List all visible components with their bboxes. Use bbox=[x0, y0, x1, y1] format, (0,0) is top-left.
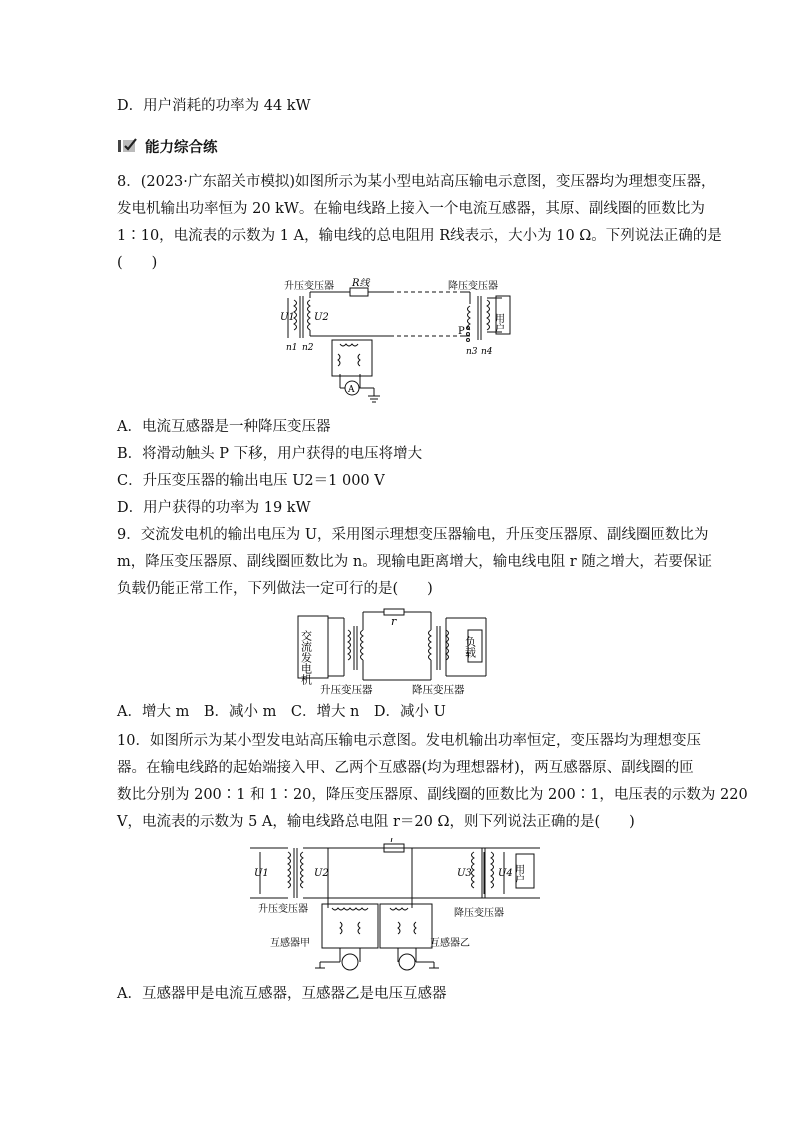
q8-option-c: C．升压变压器的输出电压 U2＝1 000 V bbox=[117, 473, 385, 489]
q10-option-a: A．互感器甲是电流互感器，互感器乙是电压互感器 bbox=[117, 986, 447, 1002]
q8-n4-label: n4 bbox=[481, 347, 493, 357]
q8-option-d: D．用户获得的功率为 19 kW bbox=[117, 500, 311, 516]
section-title: 能力综合练 bbox=[145, 139, 218, 156]
q10-u2-label: U2 bbox=[314, 868, 329, 879]
q10-transformer-a-label: 互感器甲 bbox=[270, 938, 310, 949]
q10-line-2: 器。在输电线路的起始端接入甲、乙两个互感器(均为理想器材)，两互感器原、副线圈的匝 bbox=[117, 760, 694, 776]
q10-line-3: 数比分别为 200∶1 和 1∶20，降压变压器原、副线圈的匝数比为 200∶1，电压表的示数为 220 bbox=[117, 787, 748, 803]
q8-step-down-label: 降压变压器 bbox=[448, 281, 498, 292]
q8-user-label: 用户 bbox=[492, 313, 504, 333]
section-heading bbox=[117, 136, 218, 156]
q8-line-3: 1∶10，电流表的示数为 1 A，输电线的总电阻用 R线表示，大小为 10 Ω。下列说法正确的是 bbox=[117, 228, 722, 244]
q9-circuit-diagram bbox=[296, 608, 496, 698]
q8-step-up-label: 升压变压器 bbox=[284, 281, 334, 292]
q9-load-label: 负载 bbox=[463, 636, 477, 658]
q9-line-2: m，降压变压器原、副线圈匝数比为 n。现输电距离增大，输电线电阻 r 随之增大，若要保证 bbox=[117, 554, 712, 570]
q10-step-down-label: 降压变压器 bbox=[454, 908, 504, 919]
q8-circuit-diagram bbox=[280, 278, 530, 413]
q10-user-label: 用户 bbox=[512, 864, 524, 884]
q10-step-up-label: 升压变压器 bbox=[258, 904, 308, 915]
q10-u3-label: U3 bbox=[457, 868, 472, 879]
q10-u1-label: U1 bbox=[254, 868, 269, 879]
q8-n3-label: n3 bbox=[466, 347, 478, 357]
q9-options: A．增大 m B．减小 m C．增大 n D．减小 U bbox=[117, 704, 446, 720]
q9-step-up-label: 升压变压器 bbox=[320, 684, 373, 696]
q8-n2-label: n2 bbox=[302, 343, 314, 353]
q8-u1-label: U1 bbox=[280, 312, 295, 323]
q8-ammeter-label: A bbox=[348, 385, 355, 395]
q10-r-label: r bbox=[390, 838, 395, 845]
q9-r-label: r bbox=[391, 615, 397, 628]
checklist-icon bbox=[117, 138, 139, 154]
q10-line-4: V，电流表的示数为 5 A，输电线路总电阻 r＝20 Ω，则下列说法正确的是( ) bbox=[117, 814, 635, 830]
q8-u2-label: U2 bbox=[314, 312, 329, 323]
q8-option-b: B．将滑动触头 P 下移，用户获得的电压将增大 bbox=[117, 446, 423, 462]
q8-line-4: ( ) bbox=[117, 255, 158, 271]
prev-option-d: D．用户消耗的功率为 44 kW bbox=[117, 98, 311, 114]
q8-p-label: P bbox=[458, 326, 465, 337]
q10-line-1: 10．如图所示为某小型发电站高压输电示意图。发电机输出功率恒定，变压器均为理想变压 bbox=[117, 733, 701, 749]
q8-line-1: 8．(2023·广东韶关市模拟)如图所示为某小型电站高压输电示意图，变压器均为理想变压器， bbox=[117, 174, 716, 190]
q8-option-a: A．电流互感器是一种降压变压器 bbox=[117, 419, 331, 435]
q10-circuit-diagram bbox=[250, 838, 550, 976]
q9-line-1: 9．交流发电机的输出电压为 U，采用图示理想变压器输电，升压变压器原、副线圈匝数比为 bbox=[117, 527, 709, 543]
q10-transformer-b-label: 互感器乙 bbox=[430, 938, 470, 949]
q9-generator-label: 交流发电机 bbox=[299, 630, 313, 685]
q9-line-3: 负载仍能正常工作，下列做法一定可行的是( ) bbox=[117, 581, 433, 597]
q9-step-down-label: 降压变压器 bbox=[412, 684, 465, 696]
q8-n1-label: n1 bbox=[286, 343, 298, 353]
q8-line-2: 发电机输出功率恒为 20 kW。在输电线路上接入一个电流互感器，其原、副线圈的匝数比为 bbox=[117, 201, 705, 217]
q10-u4-label: U4 bbox=[498, 868, 513, 879]
q8-r-line-label: R线 bbox=[352, 278, 370, 289]
